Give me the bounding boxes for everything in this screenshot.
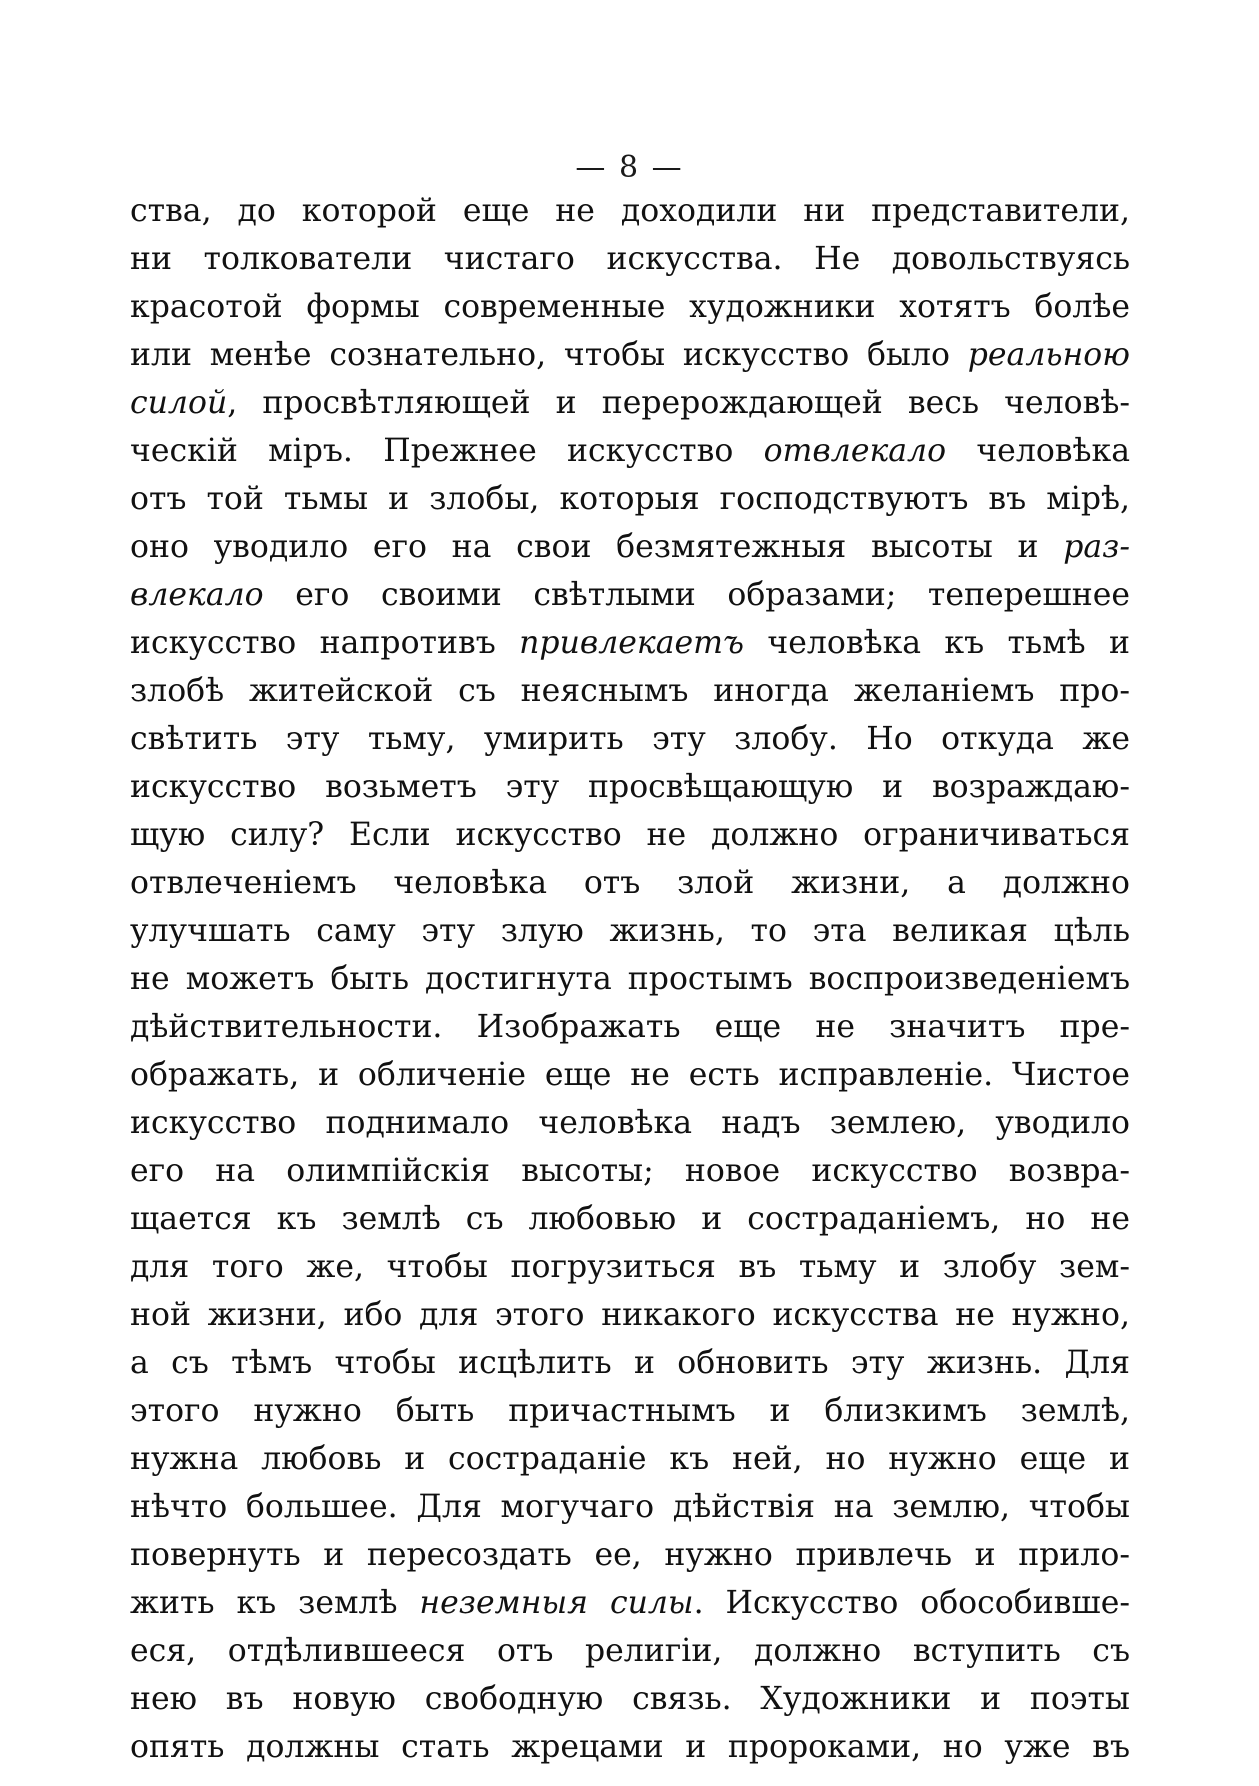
text-line xyxy=(130,811,1130,859)
text-line xyxy=(130,619,1130,667)
body-text xyxy=(130,187,1130,1771)
text-segment: . Искусство обособивше- xyxy=(693,1585,1130,1621)
text-segment: ной жизни, ибо для этого никакого искусства не нужно, xyxy=(130,1297,1130,1333)
text-segment: нею въ новую свободную связь. Художники и поэты xyxy=(130,1681,1130,1717)
text-line xyxy=(130,1339,1130,1387)
text-segment: красотой формы современные художники хотятъ болѣе xyxy=(130,289,1130,325)
text-line xyxy=(130,1627,1130,1675)
italic-text: привлекаетъ xyxy=(519,625,745,661)
italic-text: реальною xyxy=(967,337,1130,373)
text-segment: отъ той тьмы и злобы, которыя господствуютъ въ мірѣ, xyxy=(130,481,1130,517)
text-segment: улучшать саму эту злую жизнь, то эта великая цѣль xyxy=(130,913,1130,949)
text-line xyxy=(130,1195,1130,1243)
text-line xyxy=(130,283,1130,331)
text-segment: искусство напротивъ xyxy=(130,625,520,661)
text-line xyxy=(130,1243,1130,1291)
text-segment: оно уводило его на свои безмятежныя высоты и xyxy=(130,529,1064,565)
text-line xyxy=(130,1675,1130,1723)
text-segment: этого нужно быть причастнымъ и близкимъ землѣ, xyxy=(130,1393,1130,1429)
text-line xyxy=(130,427,1130,475)
text-segment: свѣтить эту тьму, умирить эту злобу. Но откуда же xyxy=(130,721,1130,757)
text-line xyxy=(130,1051,1130,1099)
text-segment: ни толкователи чистаго искусства. Не довольствуясь xyxy=(130,241,1130,277)
text-segment: искусство возьметъ эту просвѣщающую и возраждаю- xyxy=(130,769,1130,805)
text-line xyxy=(130,1435,1130,1483)
text-line xyxy=(130,1483,1130,1531)
text-line xyxy=(130,763,1130,811)
text-segment: его своими свѣтлыми образами; теперешнее xyxy=(263,577,1130,613)
text-segment: не можетъ быть достигнута простымъ воспроизведеніемъ xyxy=(130,961,1130,997)
italic-text: раз- xyxy=(1063,529,1130,565)
text-segment: а съ тѣмъ чтобы исцѣлить и обновить эту жизнь. Для xyxy=(130,1345,1130,1381)
text-segment: щается къ землѣ съ любовью и состраданіемъ, но не xyxy=(130,1201,1130,1237)
text-segment: искусство поднимало человѣка надъ землею, уводило xyxy=(130,1105,1130,1141)
text-segment: жить къ землѣ xyxy=(130,1585,420,1621)
text-segment: его на олимпійскія высоты; новое искусство возвра- xyxy=(130,1153,1130,1189)
text-line xyxy=(130,1531,1130,1579)
text-line xyxy=(130,1579,1130,1627)
text-line xyxy=(130,379,1130,427)
text-segment: для того же, чтобы погрузиться въ тьму и злобу зем- xyxy=(130,1249,1130,1285)
text-segment: опять должны стать жрецами и пророками, но уже въ xyxy=(130,1729,1130,1765)
italic-text: влекало xyxy=(130,577,264,613)
text-segment: дѣйствительности. Изображать еще не значитъ пре- xyxy=(130,1009,1130,1045)
text-line xyxy=(130,1291,1130,1339)
italic-text: неземныя силы xyxy=(419,1585,694,1621)
text-segment: нужна любовь и состраданіе къ ней, но нужно еще и xyxy=(130,1441,1130,1477)
text-line xyxy=(130,859,1130,907)
text-segment: ческій міръ. Прежнее искусство xyxy=(130,433,764,469)
text-line xyxy=(130,715,1130,763)
text-line xyxy=(130,955,1130,1003)
page-number: — 8 — xyxy=(575,150,684,185)
text-segment: щую силу? Если искусство не должно ограничиваться xyxy=(130,817,1130,853)
italic-text: отвлекало xyxy=(763,433,947,469)
text-segment: , просвѣтляющей и перерождающей весь человѣ- xyxy=(227,385,1130,421)
text-segment: нѣчто большее. Для могучаго дѣйствія на землю, чтобы xyxy=(130,1489,1130,1525)
text-line xyxy=(130,667,1130,715)
text-segment: или менѣе сознательно, чтобы искусство было xyxy=(130,337,968,373)
text-segment: человѣка xyxy=(946,433,1130,469)
text-line xyxy=(130,1147,1130,1195)
text-segment: ображать, и обличеніе еще не есть исправленіе. Чистое xyxy=(130,1057,1130,1093)
text-line xyxy=(130,1387,1130,1435)
text-line xyxy=(130,1003,1130,1051)
text-segment: отвлеченіемъ человѣка отъ злой жизни, а должно xyxy=(130,865,1130,901)
text-line xyxy=(130,907,1130,955)
text-segment: ства, до которой еще не доходили ни представители, xyxy=(130,193,1130,229)
text-segment: злобѣ житейской съ неяснымъ иногда желаніемъ про- xyxy=(130,673,1130,709)
text-line xyxy=(130,1723,1130,1771)
text-line xyxy=(130,571,1130,619)
text-segment: еся, отдѣлившееся отъ религіи, должно вступить съ xyxy=(130,1633,1130,1669)
text-line xyxy=(130,475,1130,523)
text-line xyxy=(130,187,1130,235)
text-line xyxy=(130,235,1130,283)
text-segment: повернуть и пересоздать ее, нужно привлечь и прило- xyxy=(130,1537,1130,1573)
text-line xyxy=(130,523,1130,571)
italic-text: силой xyxy=(130,385,228,421)
text-line xyxy=(130,1099,1130,1147)
text-line xyxy=(130,331,1130,379)
text-segment: человѣка къ тьмѣ и xyxy=(744,625,1130,661)
